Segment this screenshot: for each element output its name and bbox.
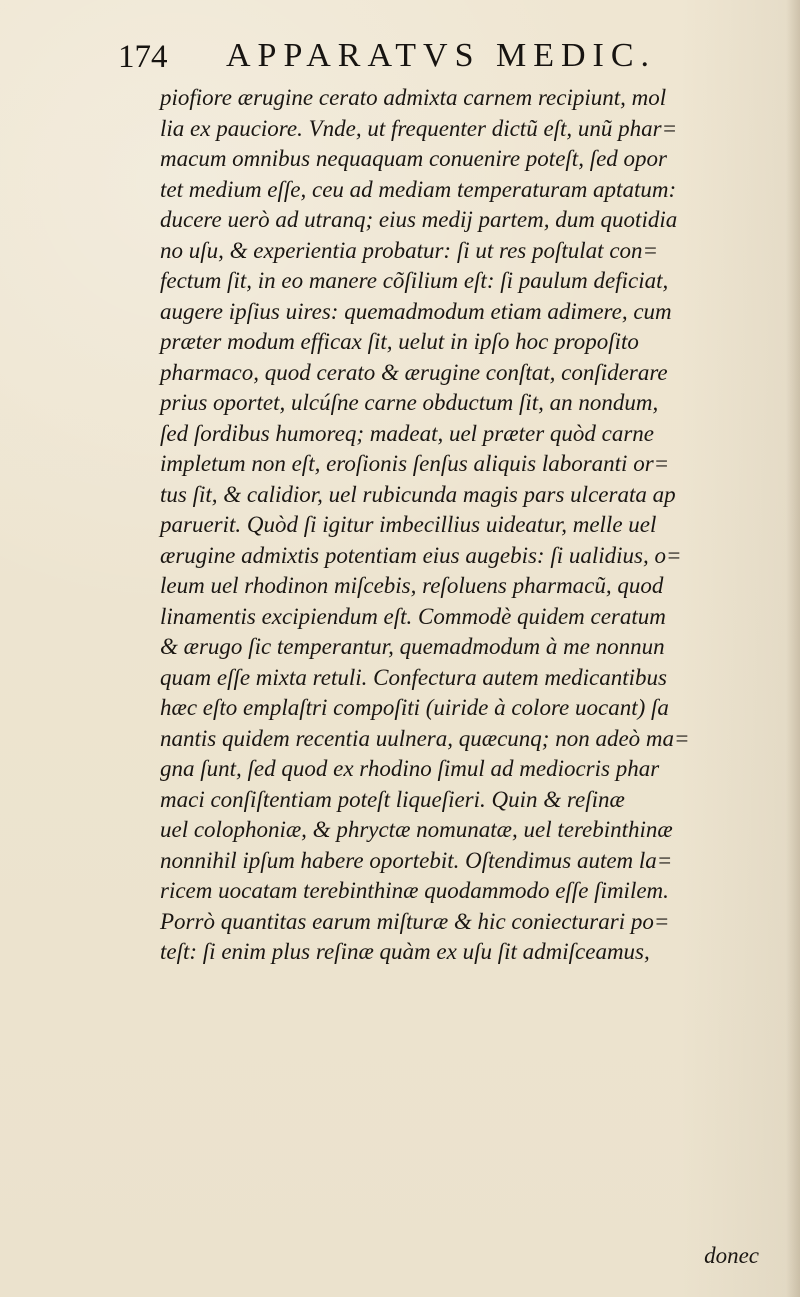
text-line: ærugine admixtis potentiam eius augebis: ſi ualidius, o= [160, 542, 682, 568]
text-line: impletum non eſt, eroſionis ſenſus aliquis laboranti or= [160, 451, 670, 476]
text-line: nonnihil ipſum habere oportebit. Oſtendimus autem la= [160, 847, 673, 873]
body-text [160, 83, 766, 968]
text-line: no uſu, & experientia probatur: ſi ut res poſtulat con= [160, 237, 659, 263]
text-line: augere ipſius uires: quemadmodum etiam adimere, cum [160, 298, 672, 324]
text-line: paruerit. Quòd ſi igitur imbecillius uideatur, melle uel [160, 512, 657, 537]
text-line: pharmaco, quod cerato & ærugine conſtat, conſiderare [160, 359, 668, 385]
text-line: & ærugo ſic temperantur, quemadmodum à me nonnun [160, 634, 665, 659]
text-line: maci conſiſtentiam poteſt liqueſieri. Quin & reſinæ [160, 786, 625, 812]
text-line: uel colophoniæ, & phryctæ nomunatæ, uel terebinthinæ [160, 817, 673, 842]
running-head [118, 39, 778, 83]
text-line: hæc eſto emplaſtri compoſiti (uiride à colore uocant) ſa [160, 695, 669, 720]
text-line: leum uel rhodinon miſcebis, reſoluens pharmacũ, quod [160, 573, 664, 598]
text-line: tet medium eſſe, ceu ad mediam temperaturam aptatum: [160, 176, 677, 202]
text-line: gna ſunt, ſed quod ex rhodino ſimul ad mediocris phar [160, 756, 660, 781]
text-line: prius oportet, ulcúſne carne obductum ſit, an nondum, [160, 390, 659, 415]
text-line: ducere uerò ad utranq; eius medij partem, dum quotidia [160, 207, 678, 232]
running-title: APPARATVS MEDIC. [226, 37, 657, 74]
page-number: 174 [118, 39, 168, 75]
text-line: nantis quidem recentia uulnera, quæcunq; non adeò ma= [160, 725, 690, 751]
catchword: donec [704, 1243, 759, 1268]
text-line: Porrò quantitas earum miſturæ & hic coniecturari po= [160, 908, 670, 934]
page-edge-shadow [786, 0, 800, 1297]
text-line: præter modum efficax ſit, uelut in ipſo hoc propoſito [160, 329, 639, 354]
text-line: tus ſit, & calidior, uel rubicunda magis pars ulcerata ap [160, 481, 676, 507]
text-line: quam eſſe mixta retuli. Confectura autem medicantibus [160, 664, 667, 690]
text-line: teſt: ſi enim plus reſinæ quàm ex uſu ſit admiſceamus, [160, 939, 650, 964]
text-line: linamentis excipiendum eſt. Commodè quidem ceratum [160, 603, 666, 629]
text-line: piofiore ærugine cerato admixta carnem recipiunt, mol [160, 85, 667, 110]
text-line: lia ex pauciore. Vnde, ut frequenter dictũ eſt, unũ phar= [160, 115, 678, 141]
text-line: ſed ſordibus humoreq; madeat, uel præter quòd carne [160, 420, 655, 446]
text-line: fectum ſit, in eo manere cõſilium eſt: ſi paulum deficiat, [160, 268, 669, 293]
text-line: macum omnibus nequaquam conuenire poteſt, ſed opor [160, 146, 667, 171]
text-line: ricem uocatam terebinthinæ quodammodo eſſe ſimilem. [160, 878, 669, 903]
